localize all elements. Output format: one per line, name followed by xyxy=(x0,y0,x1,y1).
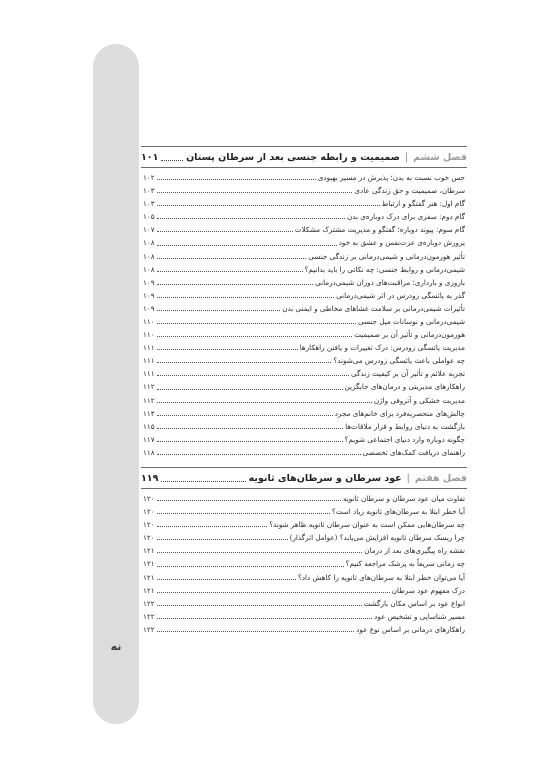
toc-list xyxy=(143,492,465,636)
toc-entry xyxy=(143,597,465,610)
dot-leader xyxy=(157,375,349,376)
toc-entry-page: ۱۰۲ xyxy=(143,172,155,182)
toc-entry-title: شیمی‌درمانی و نوسانات میل جنسی xyxy=(357,316,465,326)
toc-entry-title: پرورش دوباره‌ی عزت‌نفس و عشق به خود xyxy=(338,238,465,248)
toc-entry-title: شیمی‌درمانی و روابط جنسی: چه نکاتی را باید بدانیم؟ xyxy=(304,264,465,274)
toc-entry-title: چرا ریسک سرطان ثانویه افزایش می‌یابد؟ (عوامل اثرگذار) xyxy=(289,533,465,543)
dot-leader xyxy=(157,526,268,527)
toc-entry-page: ۱۲۱ xyxy=(143,546,155,556)
dot-leader xyxy=(157,362,332,363)
toc-entry-title: گام اول: هنر گفتگو و ارتباط xyxy=(381,199,465,209)
toc-entry-title: مدیریت یائسگی زودرس: درک تغییرات و یافتن راهکارها xyxy=(299,343,465,353)
toc-entry-page: ۱۱۰ xyxy=(143,316,155,326)
toc-entry-title: تأثیرات شیمی‌درمانی بر سلامت غشاهای مخاطی و ایمنی بدن xyxy=(282,303,465,313)
toc-entry xyxy=(143,544,465,557)
toc-entry-title: مسیر شناسایی و تشخیص عود xyxy=(374,611,465,621)
dot-leader xyxy=(157,579,296,580)
toc-entry xyxy=(143,210,465,223)
dot-leader xyxy=(157,592,390,593)
toc-entry xyxy=(143,394,465,407)
dot-leader xyxy=(157,245,337,246)
dot-leader xyxy=(157,539,288,540)
toc-entry xyxy=(143,571,465,584)
toc-entry-title: چه عواملی باعث یائسگی زودرس می‌شوند؟ xyxy=(333,356,465,366)
dot-leader xyxy=(157,402,372,403)
toc-entry xyxy=(143,236,465,249)
dot-leader xyxy=(157,310,281,311)
dot-leader xyxy=(157,297,335,298)
toc-entry-title: درک مفهوم عود سرطان xyxy=(391,585,465,595)
toc-entry-page: ۱۱۲ xyxy=(143,395,155,405)
toc-entry-page: ۱۰۸ xyxy=(143,264,155,274)
toc-entry xyxy=(143,518,465,531)
dot-leader xyxy=(157,513,330,514)
dot-leader xyxy=(157,336,353,337)
toc-entry-title: هورمون‌درمانی و تأثیر آن بر صمیمیت xyxy=(354,330,465,340)
toc-entry xyxy=(143,263,465,276)
chapter-page: ۱۰۱ xyxy=(141,151,159,163)
chapter-separator: | xyxy=(406,472,410,484)
toc-entry-page: ۱۲۲ xyxy=(143,611,155,621)
dot-leader xyxy=(157,441,343,442)
dot-leader xyxy=(157,192,353,193)
toc-entry xyxy=(143,328,465,341)
toc-entry xyxy=(143,420,465,433)
dot-leader xyxy=(157,271,303,272)
toc-entry-title: گذر به یائسگی زودرس در اثر شیمی‌درمانی xyxy=(336,290,465,300)
toc-entry-page: ۱۱۱ xyxy=(143,343,155,353)
toc-entry-page: ۱۱۱ xyxy=(143,356,155,366)
toc-entry-title: چگونه دوباره وارد دنیای اجتماعی شویم؟ xyxy=(344,434,465,444)
toc-entry xyxy=(143,407,465,420)
toc-entry-title: چه زمانی سریعاً به پزشک مراجعه کنیم؟ xyxy=(345,559,465,569)
toc-entry-page: ۱۱۵ xyxy=(143,421,155,431)
dot-leader xyxy=(161,481,245,482)
chapter-label: فصل ششم xyxy=(413,151,467,163)
dot-leader xyxy=(157,179,316,180)
toc-entry-page: ۱۰۸ xyxy=(143,238,155,248)
toc-entry xyxy=(143,433,465,446)
page-number: نه xyxy=(110,640,122,653)
toc-entry xyxy=(143,367,465,380)
toc-entry-title: آیا می‌توان خطر ابتلا به سرطان‌های ثانویه را کاهش داد؟ xyxy=(298,572,465,582)
toc-entry-title: مدیریت خشکی و آتروفی واژن xyxy=(373,395,465,405)
toc-entry-title: تفاوت میان عود سرطان و سرطان ثانویه xyxy=(342,493,465,503)
toc-entry xyxy=(143,354,465,367)
toc-entry-page: ۱۰۹ xyxy=(143,303,155,313)
dot-leader xyxy=(157,566,344,567)
toc-entry xyxy=(143,315,465,328)
toc-entry xyxy=(143,276,465,289)
dot-leader xyxy=(157,284,314,285)
toc-entry-page: ۱۰۷ xyxy=(143,225,155,235)
toc-entry-title: نقشه راه پیگیری‌های بعد از درمان xyxy=(364,546,465,556)
chapter-title: صمیمیت و رابطه جنسی بعد از سرطان پستان xyxy=(186,151,400,163)
toc-entry-page: ۱۱۴ xyxy=(143,408,155,418)
dot-leader xyxy=(157,500,341,501)
toc-entry-title: انواع عود بر اساس مکان بازگشت xyxy=(363,598,465,608)
dot-leader xyxy=(157,605,362,606)
dot-leader xyxy=(157,231,293,232)
toc-entry-page: ۱۱۰ xyxy=(143,330,155,340)
toc-entry xyxy=(143,531,465,544)
chapter-separator: | xyxy=(404,151,409,163)
toc-entry-page: ۱۰۹ xyxy=(143,290,155,300)
toc-entry-page: ۱۲۰ xyxy=(143,493,155,503)
dot-leader xyxy=(157,205,380,206)
toc-entry xyxy=(143,610,465,623)
toc-entry-page: ۱۰۹ xyxy=(143,277,155,287)
toc-entry-title: راهکارهای مدیریتی و درمان‌های جایگزین xyxy=(344,382,465,392)
chapter-heading xyxy=(141,467,467,489)
toc-entry-title: چالش‌های منحصربه‌فرد برای خانم‌های مجرد xyxy=(334,408,465,418)
dot-leader xyxy=(157,389,343,390)
toc-entry xyxy=(143,505,465,518)
toc-entry-page: ۱۰۳ xyxy=(143,186,155,196)
toc-entry-title: گام سوم: پیوند دوباره؛ گفتگو و مدیریت مشترک مشکلات xyxy=(294,225,465,235)
chapter-label: فصل هفتم xyxy=(414,472,467,484)
toc-entry-page: ۱۲۱ xyxy=(143,585,155,595)
toc-entry-page: ۱۰۵ xyxy=(143,212,155,222)
toc-entry xyxy=(143,492,465,505)
dot-leader xyxy=(157,415,333,416)
toc-entry-page: ۱۱۷ xyxy=(143,434,155,444)
toc-entry-page: ۱۲۰ xyxy=(143,507,155,517)
toc-entry-title: بازگشت به دنیای روابط و قرار ملاقات‌ها xyxy=(345,421,465,431)
dot-leader xyxy=(157,552,363,553)
toc-entry xyxy=(143,446,465,459)
chapter-title: عود سرطان و سرطان‌های ثانویه xyxy=(248,472,402,484)
toc-entry xyxy=(143,250,465,263)
toc-entry xyxy=(143,302,465,315)
toc-entry xyxy=(143,197,465,210)
toc-entry-title: چه سرطان‌هایی ممکن است به عنوان سرطان ثانویه ظاهر شوند؟ xyxy=(269,520,465,530)
toc-entry-title: حس خوب نسبت به بدن؛ پذیرش در مسیر بهبودی xyxy=(317,172,465,182)
dot-leader xyxy=(157,428,343,429)
chapter-page: ۱۱۹ xyxy=(141,472,159,484)
toc-entry-page: ۱۱۱ xyxy=(143,369,155,379)
toc-entry-title: تجربه علائم و تأثیر آن بر کیفیت زندگی xyxy=(351,369,465,379)
dot-leader xyxy=(161,160,183,161)
toc-entry-page: ۱۲۰ xyxy=(143,533,155,543)
toc-entry xyxy=(143,289,465,302)
toc-entry xyxy=(143,623,465,636)
dot-leader xyxy=(157,218,345,219)
toc-entry-page: ۱۲۱ xyxy=(143,572,155,582)
toc-entry-title: گام دوم: سفری برای درک دوباره‌ی بدن xyxy=(346,212,465,222)
toc-entry-title: تأثیر هورمون‌درمانی و شیمی‌درمانی بر زندگی جنسی xyxy=(308,251,465,261)
toc-entry xyxy=(143,223,465,236)
dot-leader xyxy=(157,258,307,259)
dot-leader xyxy=(157,349,298,350)
toc-entry xyxy=(143,584,465,597)
toc-entry-title: راهکارهای درمانی بر اساس نوع عود xyxy=(356,624,465,634)
toc-entry xyxy=(143,381,465,394)
toc-entry-title: راهنمای دریافت کمک‌های تخصصی xyxy=(362,447,465,457)
toc-entry-page: ۱۲۱ xyxy=(143,559,155,569)
toc-entry-page: ۱۲۰ xyxy=(143,520,155,530)
toc-entry-page: ۱۱۲ xyxy=(143,382,155,392)
dot-leader xyxy=(157,631,355,632)
toc-entry-page: ۱۰۸ xyxy=(143,251,155,261)
dot-leader xyxy=(157,454,361,455)
toc-entry xyxy=(143,184,465,197)
toc-entry-page: ۱۱۸ xyxy=(143,447,155,457)
side-tab xyxy=(93,44,139,724)
toc-entry-page: ۱۰۳ xyxy=(143,199,155,209)
toc-entry-page: ۱۲۲ xyxy=(143,598,155,608)
dot-leader xyxy=(157,323,356,324)
toc-entry xyxy=(143,171,465,184)
toc-entry-title: آیا خطر ابتلا به سرطان‌های ثانویه زیاد است؟ xyxy=(331,507,465,517)
chapter-heading xyxy=(141,146,467,168)
toc-entry-title: سرطان، صمیمیت و حق زندگی عادی xyxy=(354,186,465,196)
toc-entry xyxy=(143,341,465,354)
toc-entry-page: ۱۲۲ xyxy=(143,624,155,634)
toc-entry-title: باروری و بارداری؛ مراقبت‌های دوران شیمی‌درمانی xyxy=(315,277,465,287)
toc-list xyxy=(143,171,465,459)
toc-entry xyxy=(143,557,465,570)
dot-leader xyxy=(157,618,373,619)
